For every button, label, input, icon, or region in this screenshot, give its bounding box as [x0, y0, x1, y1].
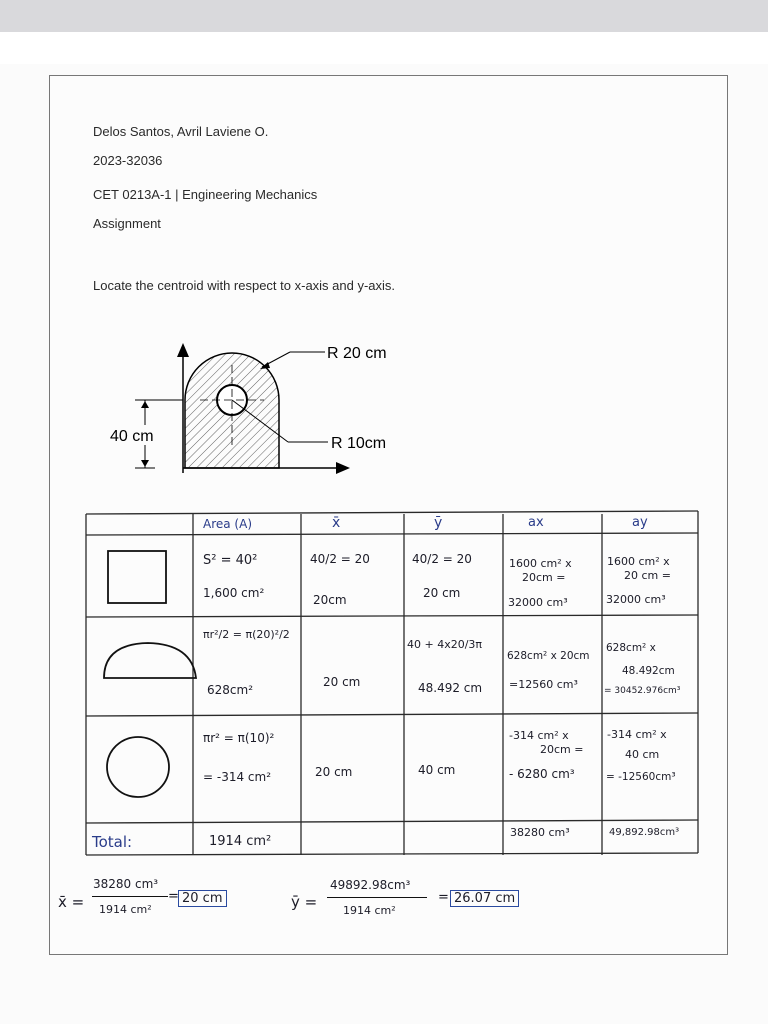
r3-ay-line2: 40 cm — [625, 748, 660, 761]
r2-x-value: 20 cm — [323, 675, 361, 689]
xbar-fraction-bar — [92, 896, 168, 897]
header-area: Area (A) — [203, 517, 253, 531]
r3-ay-line1: -314 cm² x — [607, 728, 667, 741]
ybar-numerator: 49892.98cm³ — [330, 878, 411, 892]
r2-ay-value: = 30452.976cm³ — [604, 686, 681, 696]
square-sketch — [108, 551, 166, 603]
r1-ax-line1: 1600 cm² x — [509, 557, 572, 570]
total-ax: 38280 cm³ — [510, 826, 570, 839]
r1-ax-value: 32000 cm³ — [508, 596, 568, 609]
r2-area-formula: πr²/2 = π(20)²/2 — [203, 628, 290, 641]
header-ay: ay — [632, 515, 648, 530]
r2-ax-value: =12560 cm³ — [509, 678, 578, 691]
height-40-label: 40 cm — [110, 428, 154, 445]
header-ax: ax — [528, 515, 544, 530]
radius-10-label: R 10cm — [331, 435, 387, 452]
student-name: Delos Santos, Avril Laviene O. — [93, 124, 269, 139]
total-ay: 49,892.98cm³ — [609, 827, 680, 838]
xbar-label: x̄ = — [58, 893, 85, 911]
header-xbar: x̄ — [332, 515, 341, 531]
ybar-fraction-bar — [327, 897, 427, 898]
r1-area-value: 1,600 cm² — [203, 586, 265, 600]
r1-y-value: 20 cm — [423, 586, 461, 600]
total-area: 1914 cm² — [209, 834, 272, 849]
header-ybar: ȳ — [434, 515, 443, 531]
r2-ay-line2: 48.492cm — [622, 665, 675, 677]
r3-x-value: 20 cm — [315, 765, 353, 779]
r1-area-formula: S² = 40² — [203, 553, 258, 568]
xbar-numerator: 38280 cm³ — [93, 877, 159, 891]
r1-ay-line1: 1600 cm² x — [607, 555, 670, 568]
xbar-equals: = — [168, 889, 179, 904]
r1-ay-value: 32000 cm³ — [606, 593, 666, 606]
ybar-label: ȳ = — [291, 893, 318, 911]
r3-area-formula: πr² = π(10)² — [203, 731, 275, 745]
r1-x-value: 20cm — [313, 593, 347, 607]
xbar-denominator: 1914 cm² — [99, 903, 152, 916]
r2-ax-line1: 628cm² x 20cm — [507, 650, 590, 662]
r3-ay-value: = -12560cm³ — [606, 771, 676, 783]
r2-ay-line1: 628cm² x — [606, 642, 656, 654]
ybar-result: 26.07 cm — [450, 890, 519, 907]
r3-area-value: = -314 cm² — [203, 770, 272, 784]
r1-ay-line2: 20 cm = — [624, 569, 671, 582]
r2-y-value: 48.492 cm — [418, 681, 483, 695]
circle-sketch — [107, 737, 169, 797]
r1-y-formula: 40/2 = 20 — [412, 552, 472, 566]
total-label: Total: — [92, 833, 133, 851]
r3-y-value: 40 cm — [418, 763, 456, 777]
xbar-result: 20 cm — [178, 890, 227, 907]
r2-y-formula: 40 + 4x20/3π — [407, 638, 483, 651]
problem-statement: Locate the centroid with respect to x-axis and y-axis. — [93, 278, 396, 293]
r1-x-formula: 40/2 = 20 — [310, 552, 370, 566]
radius-20-label: R 20 cm — [327, 345, 387, 362]
r2-area-value: 628cm² — [207, 683, 254, 697]
assignment-label: Assignment — [93, 216, 161, 231]
r3-ax-line2: 20cm = — [540, 743, 584, 756]
r1-ax-line2: 20cm = — [522, 571, 566, 584]
student-id: 2023-32036 — [93, 153, 163, 168]
semicircle-sketch — [104, 643, 196, 678]
r3-ax-value: - 6280 cm³ — [509, 767, 575, 781]
ybar-equals: = — [438, 890, 449, 905]
r3-ax-line1: -314 cm² x — [509, 729, 569, 742]
ybar-denominator: 1914 cm² — [343, 904, 396, 917]
course-title: CET 0213A-1 | Engineering Mechanics — [93, 187, 318, 202]
